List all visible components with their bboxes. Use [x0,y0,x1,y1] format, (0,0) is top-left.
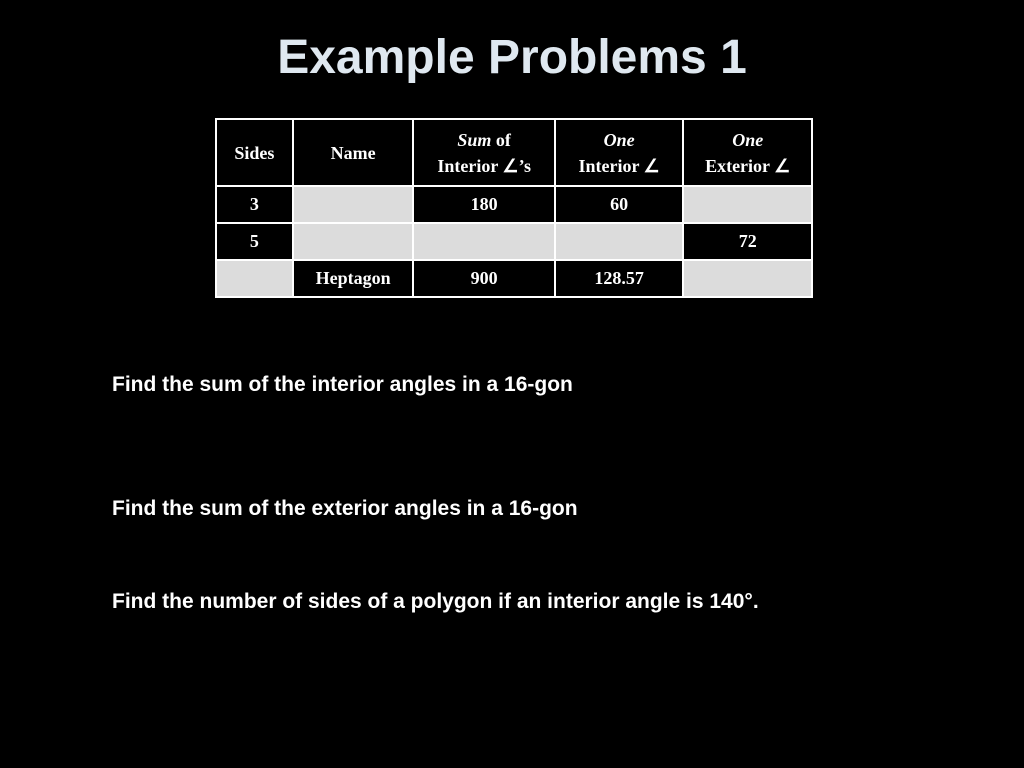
cell-one-interior [555,223,684,260]
cell-one-interior: 128.57 [555,260,684,297]
header-sum-emphasis: Sum [457,129,492,150]
header-one-interior-emphasis: One [603,129,635,150]
cell-one-exterior [683,186,812,223]
question-2: Find the sum of the exterior angles in a 16-gon [112,497,578,520]
cell-name [293,223,414,260]
header-one-interior-line2: Interior ∠ [578,155,660,176]
cell-sides: 5 [216,223,293,260]
table-row [216,260,812,297]
page-title: Example Problems 1 [277,31,747,84]
cell-one-exterior: 72 [683,223,812,260]
header-sum-line2: Interior ∠’s [437,155,531,176]
header-sum-interior [413,119,554,186]
header-one-interior [555,119,684,186]
header-sides: Sides [216,119,293,186]
question-1: Find the sum of the interior angles in a 16-gon [112,373,573,396]
header-sum-rest: of [491,129,511,150]
cell-name: Heptagon [293,260,414,297]
cell-sum-interior: 900 [413,260,554,297]
table-row [216,186,812,223]
header-one-exterior [683,119,812,186]
polygon-table [215,118,813,298]
header-one-exterior-emphasis: One [732,129,764,150]
cell-sides: 3 [216,186,293,223]
cell-sum-interior [413,223,554,260]
header-name: Name [293,119,414,186]
cell-sum-interior: 180 [413,186,554,223]
cell-sides [216,260,293,297]
cell-one-exterior [683,260,812,297]
header-one-exterior-line2: Exterior ∠ [705,155,791,176]
cell-name [293,186,414,223]
cell-one-interior: 60 [555,186,684,223]
table-header-row [216,119,812,186]
table-row [216,223,812,260]
question-3: Find the number of sides of a polygon if an interior angle is 140°. [112,590,759,613]
